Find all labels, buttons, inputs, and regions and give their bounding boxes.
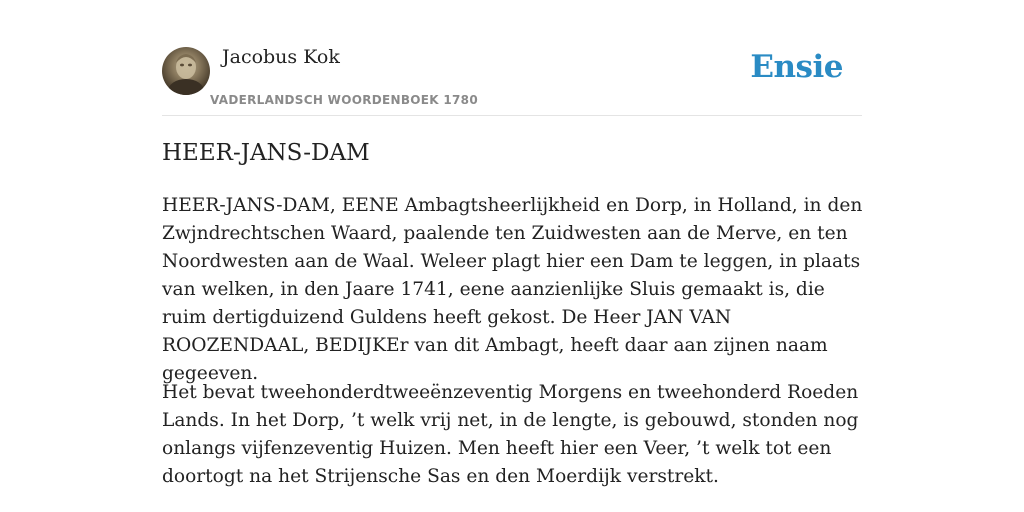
portrait-icon bbox=[162, 47, 210, 95]
article-paragraph: Het bevat tweehonderdtweeënzeventig Morgens en tweehonderd Roeden Lands. In het Dorp, ’t welk vrij net, in de lengte, is gebouwd, stonden nog onlangs vijfenzeventig Huizen. Men heeft hier een Veer, ’t welk tot een doortogt na het Strijensche Sas en den Moerdijk verstrekt. bbox=[162, 382, 859, 487]
author-name[interactable]: Jacobus Kok bbox=[222, 46, 340, 68]
source-label[interactable]: VADERLANDSCH WOORDENBOEK 1780 bbox=[210, 93, 478, 107]
article-header bbox=[162, 0, 862, 116]
ensie-logo[interactable]: Ensie bbox=[750, 49, 843, 85]
page-container bbox=[162, 0, 863, 487]
article-paragraph: HEER-JANS-DAM, EENE Ambagtsheerlijkheid en Dorp, in Holland, in den Zwjndrechtschen Waard, paalende ten Zuidwesten aan de Merve, en ten Noordwesten aan de Waal. Weleer plagt hier een Dam te leggen, in plaats van welken, in den Jaare 1741, eene aanzienlijke Sluis gemaakt is, die ruim dertigduizend Guldens heeft gekost. De Heer JAN VAN ROOZENDAAL, BEDIJKEr van dit Ambagt, heeft daar aan zijnen naam gegeeven. bbox=[162, 195, 863, 384]
article-title: HEER-JANS-DAM bbox=[162, 140, 370, 166]
author-avatar[interactable] bbox=[162, 47, 210, 95]
